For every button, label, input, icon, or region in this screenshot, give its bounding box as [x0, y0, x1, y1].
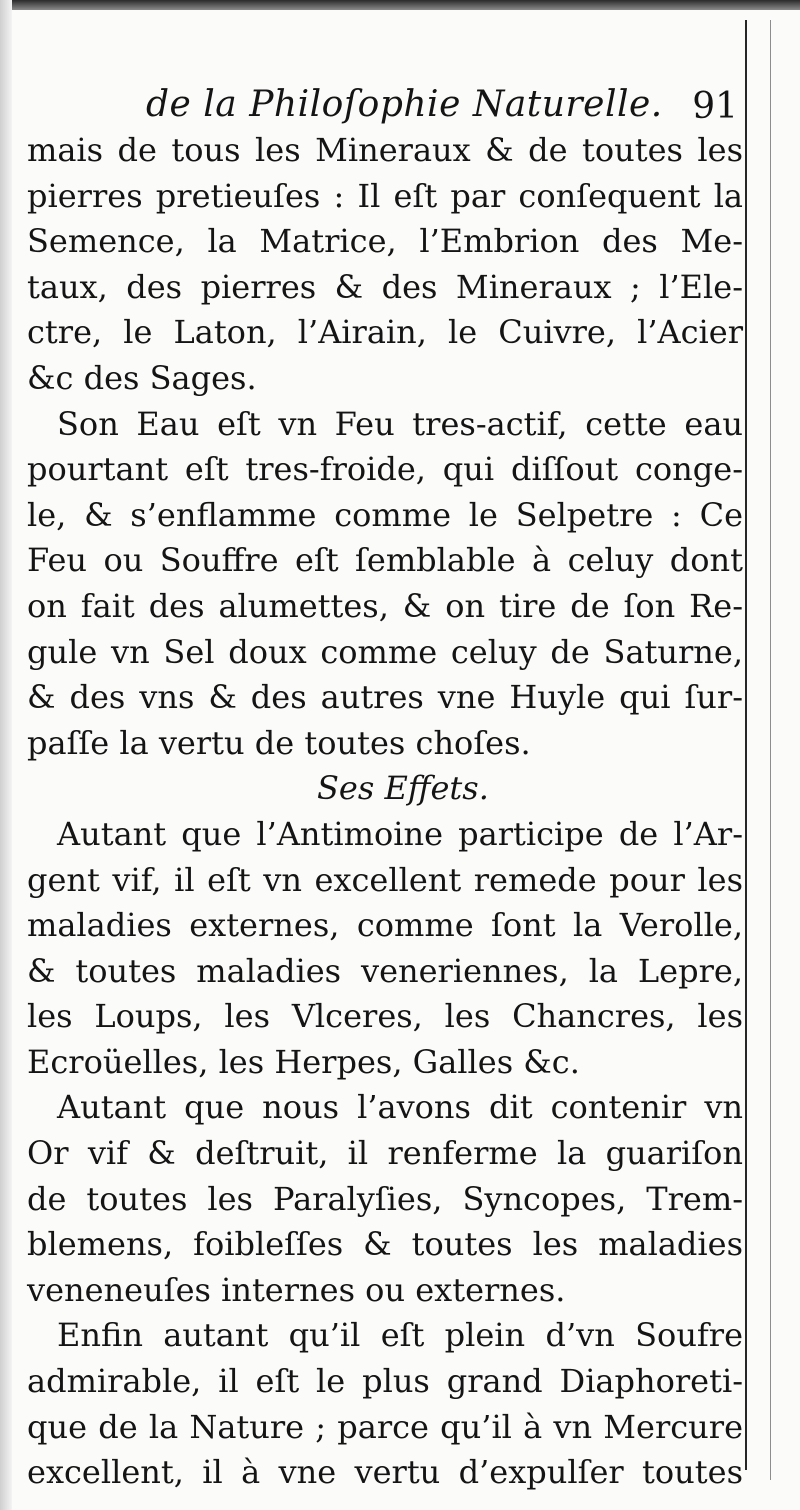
text-line: &c des Sages. [27, 358, 257, 397]
text-line: gent vif, il eſt vn excellent remede pour les [27, 860, 743, 899]
text-line: Or vif & deſtruit, il renferme la guariſon [27, 1134, 743, 1173]
text-line: on fait des alumettes, & on tire de ſon Re- [27, 586, 743, 625]
text-line: pierres pretieuſes : Il eſt par conſequent la [27, 176, 743, 215]
text-line: mais de tous les Mineraux & de toutes les [27, 131, 743, 169]
page-top-edge [0, 0, 800, 10]
text-line: le, & s’enflamme comme le Selpetre : Ce [27, 495, 743, 534]
paragraph-first-line: Enfin autant qu’il eſt plein d’vn Soufre [57, 1316, 743, 1355]
running-title: de la Philoſophie Naturelle. [146, 84, 663, 125]
text-line: admirable, il eſt le plus grand Diaphoreti- [27, 1362, 743, 1401]
paragraph-first-line: Son Eau eſt vn Feu tres-actif, cette eau [57, 404, 743, 443]
text-line: veneneuſes internes ou externes. [27, 1270, 566, 1309]
text-line: ctre, le Laton, l’Airain, le Cuivre, l’Acier [27, 313, 743, 352]
text-line: Feu ou Souffre eſt ſemblable à celuy dont [27, 541, 743, 580]
text-line: & des vns & des autres vne Huyle qui ſur- [27, 678, 743, 717]
text-line: paſſe la vertu de toutes choſes. [27, 723, 531, 762]
text-line: taux, des pierres & des Mineraux ; l’Ele- [27, 267, 743, 306]
text-line: gule vn Sel doux comme celuy de Saturne, [27, 632, 743, 671]
page-number: 91 [692, 86, 738, 127]
text-line: excellent, il à vne vertu d’expulſer toutes [27, 1453, 743, 1492]
page-left-edge [0, 0, 12, 1510]
text-line: de toutes les Paralyſies, Syncopes, Trem- [27, 1179, 743, 1218]
paragraph-first-line: Autant que l’Antimoine participe de l’Ar- [57, 814, 743, 853]
text-line: & toutes maladies veneriennes, la Lepre, [27, 951, 743, 990]
section-heading: Ses Effets. [317, 769, 489, 808]
text-line: blemens, foibleſſes & toutes les maladies [27, 1225, 743, 1264]
body-text [27, 128, 743, 1496]
text-line: Semence, la Matrice, l’Embrion des Me- [27, 222, 743, 261]
text-line: maladies externes, comme ſont la Verolle, [27, 906, 743, 945]
outer-margin-rule [770, 20, 771, 1480]
running-head [20, 82, 744, 132]
margin-rule [745, 20, 747, 1470]
text-line: les Loups, les Vlceres, les Chancres, les [27, 997, 743, 1036]
paragraph-first-line: Autant que nous l’avons dit contenir vn [57, 1088, 743, 1127]
text-line: Ecroüelles, les Herpes, Galles &c. [27, 1042, 580, 1081]
text-line: que de la Nature ; parce qu’il à vn Mercure [27, 1407, 743, 1446]
text-line: pourtant eſt tres-froide, qui diſſout conge- [27, 450, 743, 489]
